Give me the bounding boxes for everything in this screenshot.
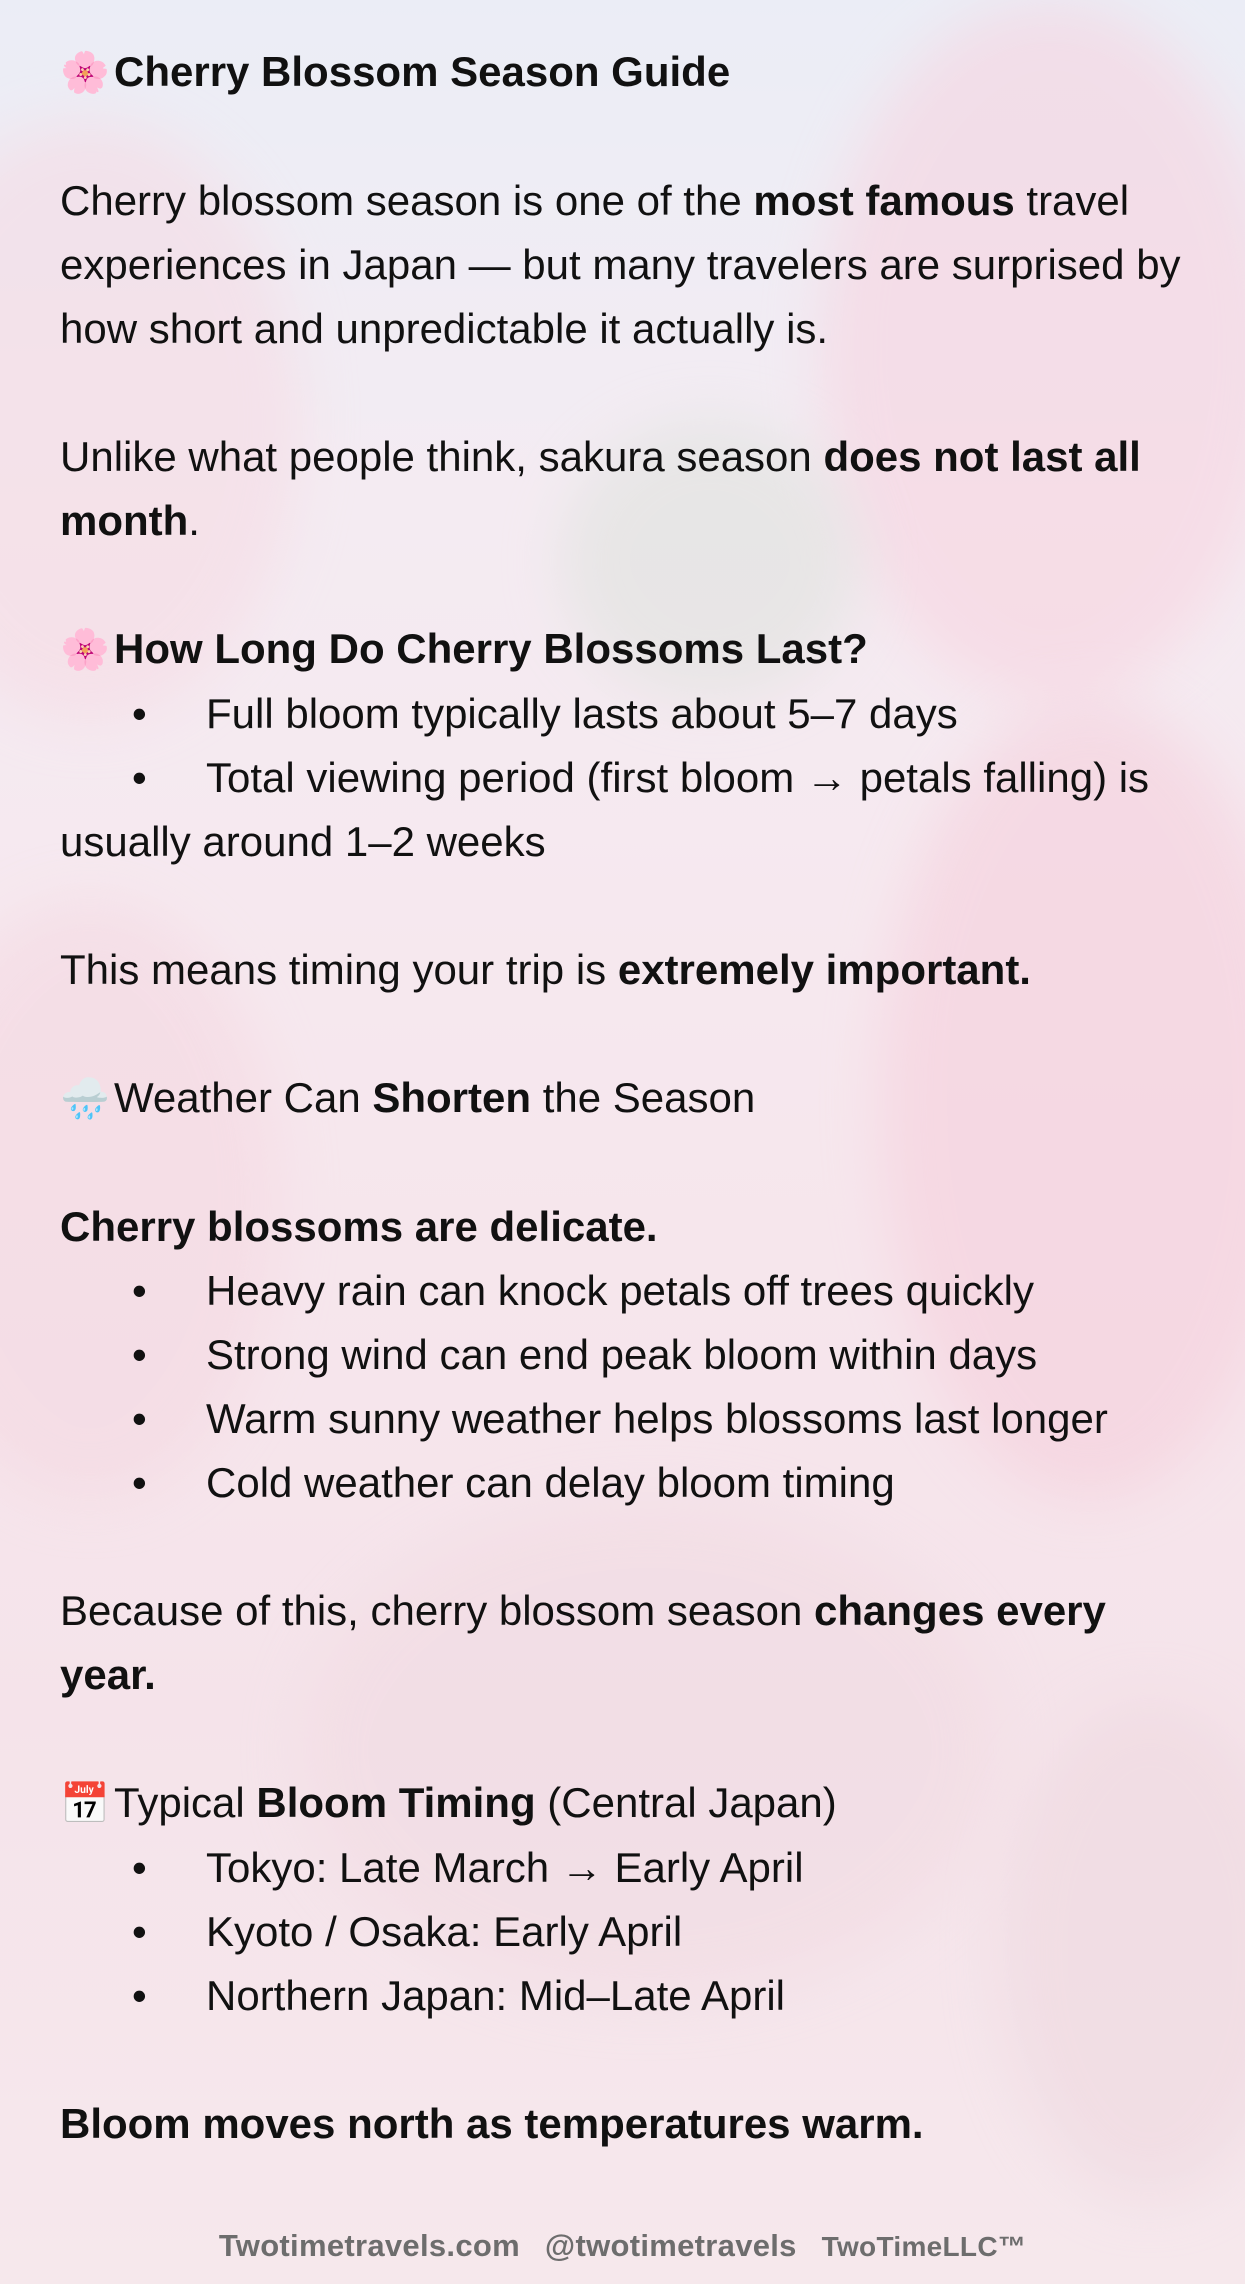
footer-watermark	[0, 2228, 1245, 2264]
weather-heading: 🌧️Weather Can Shorten the Season	[60, 1066, 1190, 1131]
guide-content	[60, 40, 1190, 2156]
duration-note: This means timing your trip is extremely important.	[60, 946, 1031, 993]
list-item: • Total viewing period (first bloom → petals falling) is usually around 1–2 weeks	[60, 754, 1150, 865]
list-item: • Full bloom typically lasts about 5–7 days	[132, 690, 958, 737]
intro-paragraph: Cherry blossom season is one of the most famous travel experiences in Japan — but many travelers are surprised by how short and unpredictable it actually is.	[60, 177, 1181, 352]
duration-heading: 🌸How Long Do Cherry Blossoms Last?	[60, 617, 1190, 682]
page-title: 🌸Cherry Blossom Season Guide	[60, 40, 1190, 105]
list-item: • Cold weather can delay bloom timing	[132, 1459, 895, 1506]
footer-brand: TwoTimeLLC™	[821, 2231, 1027, 2262]
cherry-blossom-icon: 🌸	[60, 51, 110, 95]
intro-note: Unlike what people think, sakura season does not last all month.	[60, 433, 1141, 544]
footer-site: Twotimetravels.com	[218, 2228, 520, 2263]
calendar-icon: 📅	[60, 1782, 110, 1826]
list-item: • Kyoto / Osaka: Early April	[132, 1908, 683, 1955]
list-item: • Warm sunny weather helps blossoms last longer	[132, 1395, 1108, 1442]
list-item: • Heavy rain can knock petals off trees quickly	[132, 1267, 1034, 1314]
list-item: • Tokyo: Late March → Early April	[132, 1844, 804, 1891]
list-item: • Northern Japan: Mid–Late April	[132, 1972, 785, 2019]
timing-closing: Bloom moves north as temperatures warm.	[60, 2100, 924, 2147]
list-item: • Strong wind can end peak bloom within days	[132, 1331, 1038, 1378]
rain-cloud-icon: 🌧️	[60, 1077, 110, 1121]
cherry-blossom-icon: 🌸	[60, 628, 110, 672]
timing-heading: 📅Typical Bloom Timing (Central Japan)	[60, 1771, 1190, 1836]
weather-note: Because of this, cherry blossom season changes every year.	[60, 1587, 1106, 1698]
footer-handle: @twotimetravels	[544, 2228, 797, 2263]
weather-lead: Cherry blossoms are delicate.	[60, 1203, 658, 1250]
